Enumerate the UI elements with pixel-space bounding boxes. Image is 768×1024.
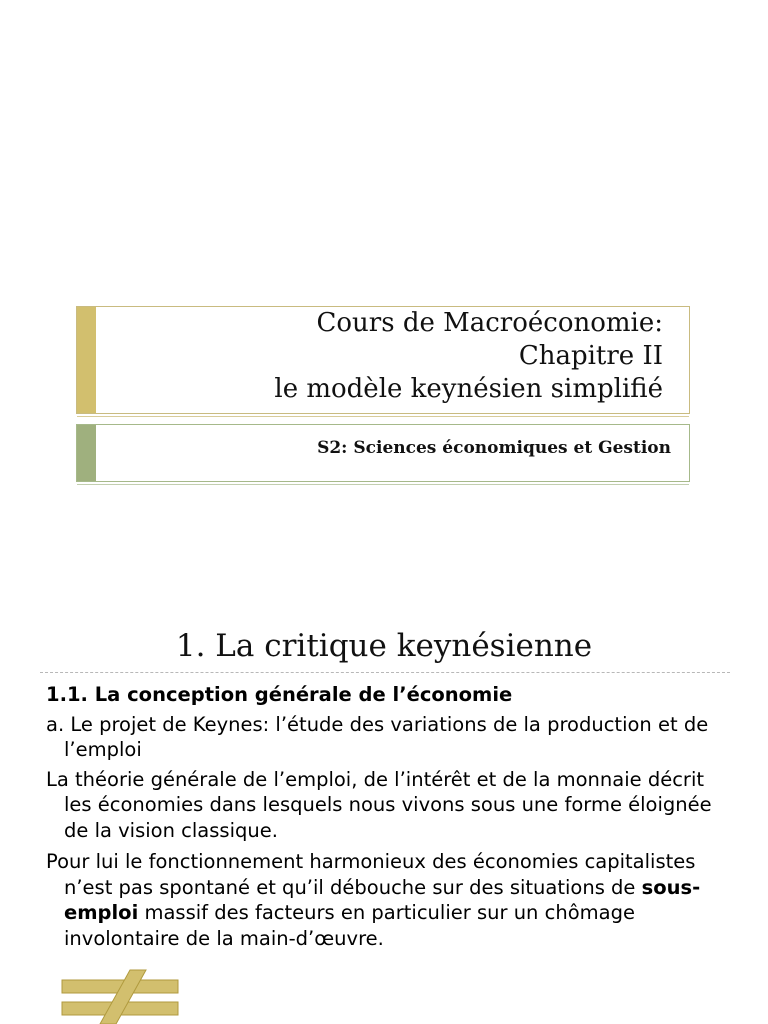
slide-title — [274, 307, 663, 406]
bold-term-sous-emploi: sous-emploi — [64, 875, 701, 924]
point-a: a. Le projet de Keynes: l’étude des variations de la production et de l’emploi — [46, 712, 709, 761]
title-accent-bar — [77, 307, 96, 413]
para2-text-start: Pour lui le fonctionnement harmonieux des économies capitalistes n’est pas spontané et qu’il débouche sur des situations de — [46, 850, 696, 899]
title-line-3: le modèle keynésien simplifié — [274, 374, 663, 404]
slide-subtitle: S2: Sciences économiques et Gestion — [317, 438, 671, 458]
subtitle-accent-bar — [77, 425, 96, 481]
slide-body — [46, 682, 736, 957]
paragraph-underemployment — [46, 849, 736, 951]
subtitle-box-underline — [77, 484, 689, 485]
section-title: 1. La critique keynésienne — [175, 628, 593, 664]
not-equal-icon — [60, 966, 184, 1024]
para2-text-end: massif des facteurs en particulier sur un chômage involontaire de la main-d’œuvre. — [64, 901, 635, 950]
title-line-2: Chapitre II — [518, 341, 663, 371]
title-divider — [40, 672, 730, 673]
title-box-underline — [77, 416, 689, 417]
subsection-heading: 1.1. La conception générale de l’économie — [46, 683, 513, 706]
title-box — [76, 306, 690, 414]
paragraph-theory: La théorie générale de l’emploi, de l’intérêt et de la monnaie décrit les économies dans lesquels nous vivons sous une forme éloignée de la vision classique. — [46, 767, 712, 842]
subtitle-box — [76, 424, 690, 482]
title-line-1: Cours de Macroéconomie: — [316, 308, 663, 338]
